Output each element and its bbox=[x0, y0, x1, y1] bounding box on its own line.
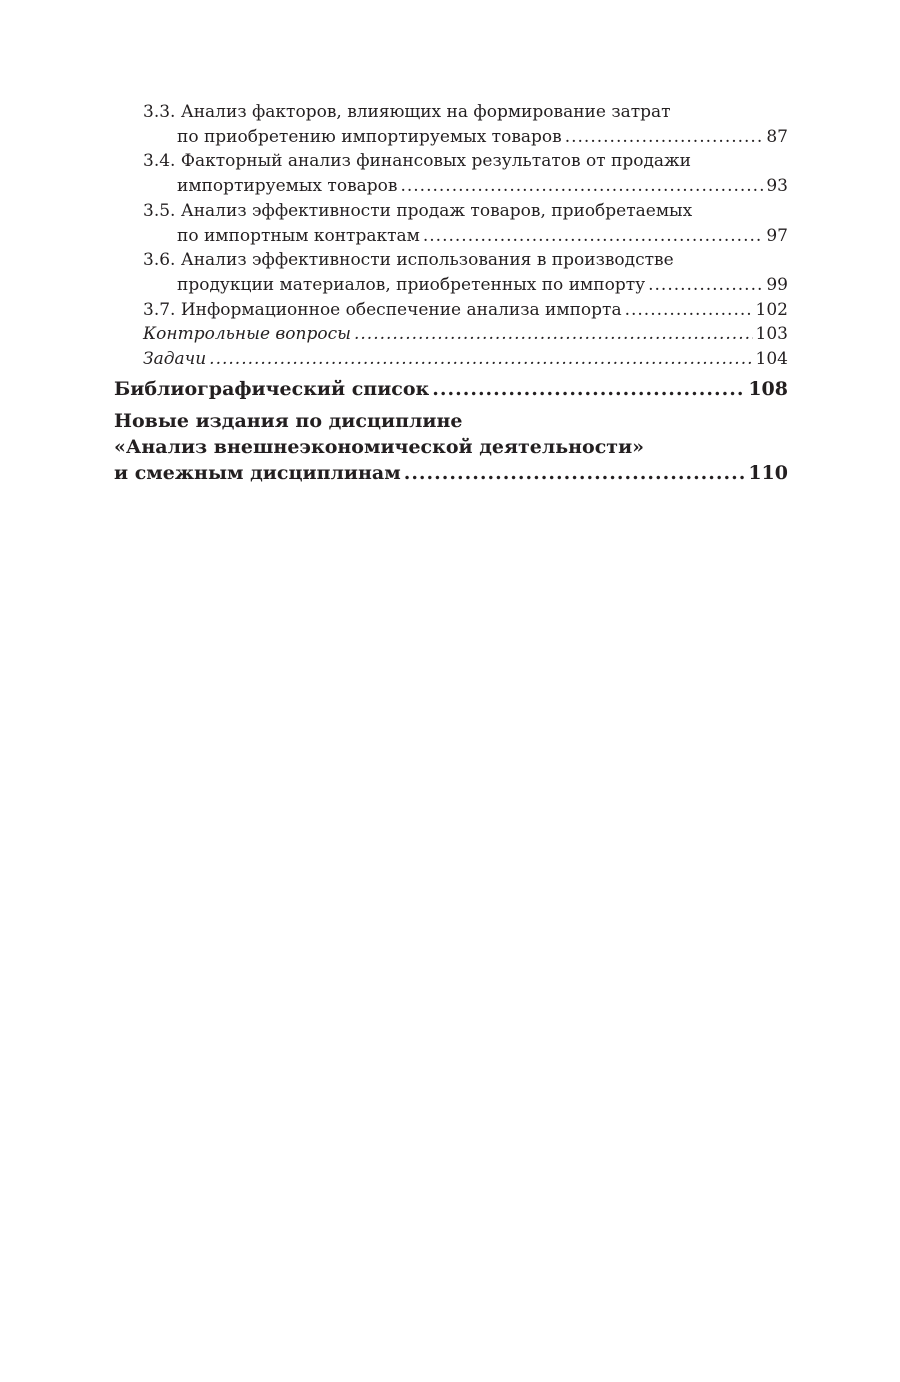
page-number: 97 bbox=[766, 225, 788, 246]
toc-entry-3-6[interactable] bbox=[143, 248, 788, 297]
dot-leader bbox=[404, 460, 746, 486]
dot-leader bbox=[423, 224, 763, 249]
toc-entry-title: Контрольные вопросы bbox=[143, 324, 351, 345]
toc-entry-3-4[interactable] bbox=[143, 149, 788, 198]
page-number: 104 bbox=[755, 349, 788, 370]
page-number: 87 bbox=[766, 126, 788, 147]
page-number: 99 bbox=[766, 274, 788, 295]
dot-leader bbox=[209, 347, 752, 372]
dot-leader bbox=[400, 174, 763, 199]
table-of-contents bbox=[114, 100, 788, 486]
toc-entry-title-continued: и смежным дисциплинам bbox=[114, 461, 401, 484]
toc-entry-tasks[interactable] bbox=[143, 347, 788, 372]
page-number: 103 bbox=[755, 324, 788, 345]
page-number: 108 bbox=[748, 377, 788, 400]
toc-entry-bibliography[interactable] bbox=[114, 376, 788, 402]
toc-entry-title-continued: по импортным контрактам bbox=[177, 225, 420, 246]
toc-entry-title: 3.6. Анализ эффективности использования в производстве bbox=[143, 250, 674, 271]
toc-entry-new-editions[interactable] bbox=[114, 408, 788, 486]
toc-entry-title-continued: по приобретению импортируемых товаров bbox=[177, 126, 562, 147]
page-number: 93 bbox=[766, 176, 788, 197]
toc-entry-3-5[interactable] bbox=[143, 199, 788, 248]
page-number: 102 bbox=[755, 299, 788, 320]
toc-entry-title: 3.5. Анализ эффективности продаж товаров, приобретаемых bbox=[143, 200, 693, 221]
dot-leader bbox=[565, 125, 764, 150]
toc-entry-title-continued: импортируемых товаров bbox=[177, 176, 398, 197]
dot-leader bbox=[354, 322, 753, 347]
page-number: 110 bbox=[748, 461, 788, 484]
toc-entry-title-continued: «Анализ внешнеэкономической деятельности» bbox=[114, 435, 645, 458]
toc-entry-title: 3.7. Информационное обеспечение анализа импорта bbox=[143, 299, 622, 320]
toc-entry-title: 3.4. Факторный анализ финансовых результатов от продажи bbox=[143, 151, 692, 172]
toc-entry-3-7[interactable] bbox=[143, 298, 788, 323]
toc-entry-title: Задачи bbox=[143, 349, 207, 370]
toc-entry-title-continued: продукции материалов, приобретенных по импорту bbox=[177, 274, 646, 295]
dot-leader bbox=[648, 273, 763, 298]
dot-leader bbox=[625, 298, 753, 323]
toc-entry-title: 3.3. Анализ факторов, влияющих на формирование затрат bbox=[143, 102, 671, 122]
toc-entry-control-questions[interactable] bbox=[143, 322, 788, 347]
toc-entry-title: Библиографический список bbox=[114, 377, 430, 400]
toc-entry-3-3[interactable] bbox=[143, 100, 788, 149]
dot-leader bbox=[432, 376, 745, 402]
toc-entry-title: Новые издания по дисциплине bbox=[114, 409, 463, 432]
